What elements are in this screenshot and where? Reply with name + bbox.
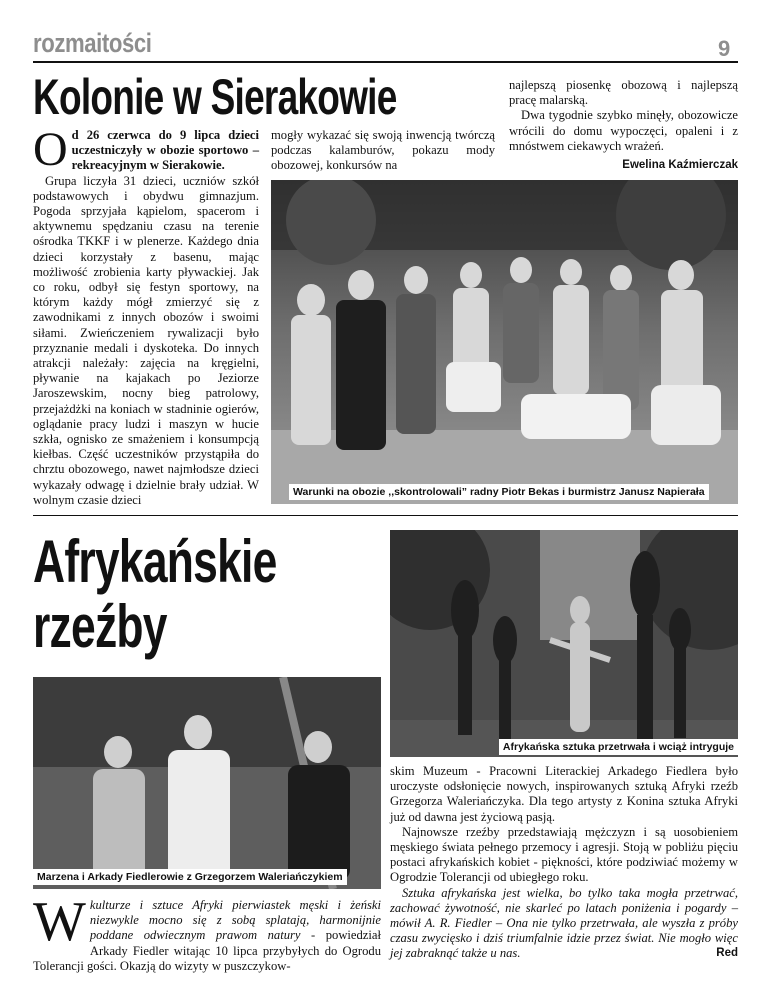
article1-paragraph-1-end: najlepszą piosenkę obozową i najlepszą pracę malarską. [509, 78, 738, 108]
article2-text-1: powiedział Arkady Fiedler witając 10 lipca przybyłych do Ogrodu Tolerancji gości. Okazją do wizyty w puszczykow- [33, 928, 381, 973]
article1-paragraph-1: Grupa liczyła 31 dzieci, uczniów szkół podstawowych i obydwu gimnazjum. Pogoda sprzyjała kąpielom, spacerom i aktywnemu spędzaniu czasu na terenie ośrodka TKKF i w plenerze. Każdego dnia dzieci korzystały z basenu, mając możliwość zrobienia karty pływackiej. Jak co roku, odbył się festyn sportowy, na którym każdy mógł zmierzyć się z zawodnikami z innych obozów i swoimi siłami. Zwieńczeniem rywalizacji było przyznanie medali i dyskoteka. Do innych atrakcji należały: zajęcia na kręgielni, pływanie na kajakach po Jeziorze Jaroszewskim, nocny bieg patrolowy, przejażdżki na koniach w stadninie ogierów, oglądanie pracy ludzi i maszyn w hucie szkła, ognisko ze smażeniem i konsumpcją kiełbas. Część uczestników przystąpiła do chrztu obozowego, nawet najmłodsze dzieci wykazały odwagę i dzielnie brały udział. W wolnym czasie dzieci [33, 173, 259, 507]
fiedler-photo [33, 677, 381, 889]
article2-author: Red [716, 947, 738, 960]
group-photo-image [271, 180, 738, 504]
header-rule [33, 61, 738, 63]
article1-paragraph-2: Dwa tygodnie szybko minęły, obozowicze wrócili do domu wypoczęci, opaleni i z mnóstwem ciekawych wrażeń. [509, 108, 738, 153]
article2-text-2: skim Muzeum - Pracowni Literackiej Arkadego Fiedlera było uroczyste odsłonięcie nowych, inspirowanych sztuką Afryki rzeźb Grzegorza Waleriańczyka. Dla tego artysty z Konina sztuka Afryki już od dawna jest życiową pasją. [390, 764, 738, 824]
sculptures-photo-image [390, 530, 738, 757]
article2-headline [33, 530, 277, 660]
article2-quote-1: kulturze i sztuce Afryki pierwiastek męski i żeński niezwykle mocno się z sobą splatają, harmonijnie poddane odwiecznym prawom natury - [89, 898, 381, 943]
article1-column-2 [271, 128, 495, 174]
article1-headline: Kolonie w Sierakowie [33, 69, 397, 125]
article2-text-3: Najnowsze rzeźby przedstawiają mężczyzn i są uosobieniem męskiego świata pełnego przemocy i agresji. Stoją w pobliżu pięciu postaci afrykańskich kobiet - piękności, które podziwiać możemy w Ogrodzie Tolerancji od ubiegłego roku. [390, 824, 738, 885]
article2-column-1 [33, 891, 381, 974]
article1-lead: d 26 czerwca do 9 lipca dzieci uczestniczyły w obozie sportowo – rekreacyjnym w Sierakowie. [71, 128, 259, 173]
article1-paragraph-1-cont: mogły wykazać się swoją inwencją twórczą podczas kalamburów, pokazu mody obozowej, konkursów na [271, 128, 495, 173]
fiedler-photo-caption: Marzena i Arkady Fiedlerowie z Grzegorzem Waleriańczykiem [33, 869, 347, 885]
section-title: rozmaitości [33, 28, 152, 58]
dropcap-w: W [33, 891, 86, 953]
article1-column-1 [33, 123, 259, 508]
article2-quote-2: Sztuka afrykańska jest wielka, bo tylko taka mogła przetrwać, zachować żywotność, nie skarleć po latach poniżenia i pogardy – mówił A. R. Fiedler – Ona nie tylko przetrwała, ale wyszła z próby czasu zwycięsko i dziś triumfalnie idzie przez świat. Nie mogło więc jej zabraknąć także u nas. [390, 885, 738, 961]
article1-column-3 [509, 78, 738, 173]
article2-column-2 [390, 764, 738, 962]
group-photo [271, 180, 738, 504]
sculptures-photo-caption: Afrykańska sztuka przetrwała i wciąż intryguje [499, 739, 738, 755]
page-number: 9 [718, 36, 731, 61]
dropcap-o: O [33, 123, 68, 176]
article2-headline-line-1: Afrykańskie [33, 528, 277, 595]
fiedler-photo-image [33, 677, 381, 889]
article2-headline-line-2: rzeźby [33, 592, 167, 660]
article1-author: Ewelina Kaźmierczak [622, 159, 738, 172]
section-divider [33, 515, 738, 516]
sculptures-photo [390, 530, 738, 757]
group-photo-caption: Warunki na obozie ,,skontrolowali” radny Piotr Bekas i burmistrz Janusz Napierała [289, 484, 709, 500]
